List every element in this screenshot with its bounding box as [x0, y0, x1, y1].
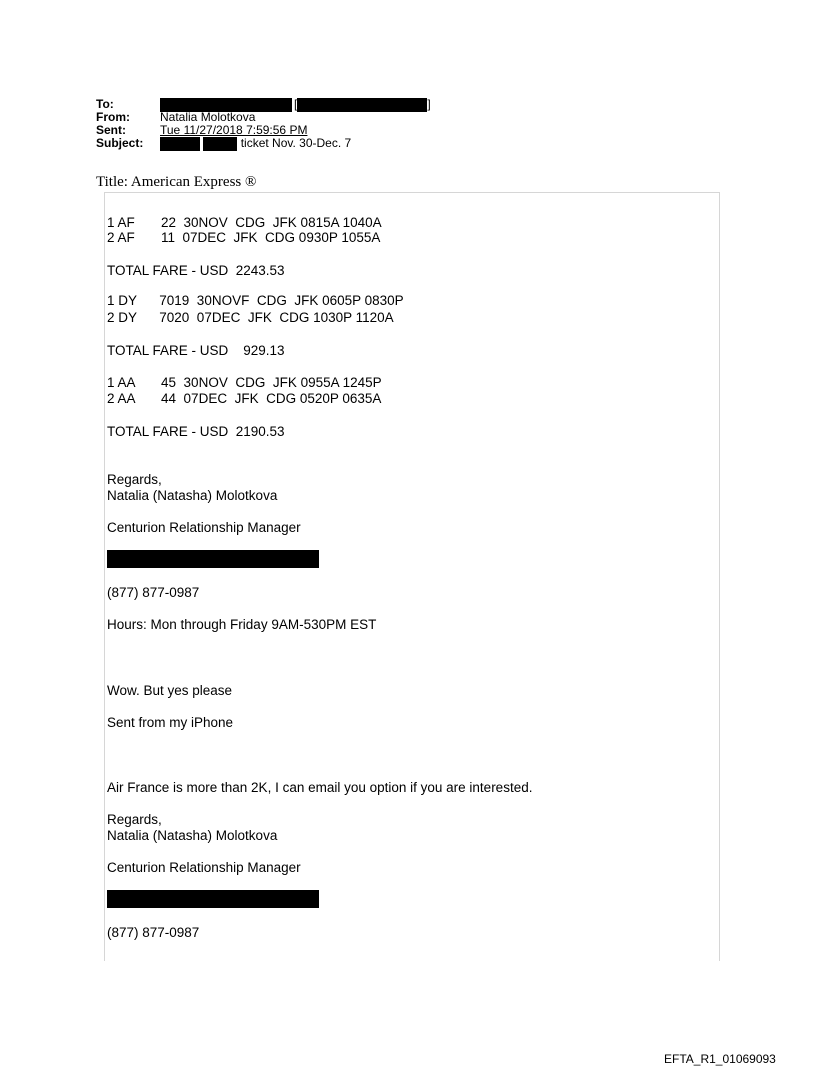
message-body: [104, 192, 720, 961]
reply-text: Wow. But yes please: [107, 683, 233, 698]
sent-label: Sent:: [96, 123, 126, 137]
redaction-bar: [297, 98, 427, 112]
sender-name: Natalia (Natasha) Molotkova: [107, 488, 278, 503]
message-title: Title: American Express ®: [96, 174, 257, 190]
fare-total: TOTAL FARE - USD 2243.53: [107, 263, 285, 278]
fare-total: TOTAL FARE - USD 2190.53: [107, 424, 285, 439]
from-label: From:: [96, 110, 130, 124]
flight-line: 2 DY 7020 07DEC JFK CDG 1030P 1120A: [107, 310, 394, 325]
sent-value: Tue 11/27/2018 7:59:56 PM: [160, 123, 308, 137]
sender-role: Centurion Relationship Manager: [107, 860, 301, 875]
document-id: EFTA_R1_01069093: [664, 1052, 776, 1066]
sign-off: Regards,: [107, 472, 162, 487]
subject-label: Subject:: [96, 136, 144, 150]
redaction-bar: [203, 137, 237, 151]
office-hours: Hours: Mon through Friday 9AM-530PM EST: [107, 617, 377, 632]
redaction-bar: [107, 890, 319, 908]
to-label: To:: [96, 97, 114, 111]
from-value: Natalia Molotkova: [160, 110, 256, 124]
sent-from: Sent from my iPhone: [107, 715, 234, 730]
earlier-message: Air France is more than 2K, I can email you option if you are interested.: [107, 780, 533, 795]
redaction-bar: [160, 137, 200, 151]
flight-line: 1 AF 22 30NOV CDG JFK 0815A 1040A: [107, 215, 382, 230]
redaction-bar: [107, 550, 319, 568]
flight-line: 1 AA 45 30NOV CDG JFK 0955A 1245P: [107, 375, 382, 390]
phone-number: (877) 877-0987: [107, 585, 200, 600]
flight-line: 1 DY 7019 30NOVF CDG JFK 0605P 0830P: [107, 293, 404, 308]
sign-off: Regards,: [107, 812, 162, 827]
subject-value: ticket Nov. 30-Dec. 7: [240, 136, 352, 150]
flight-line: 2 AA 44 07DEC JFK CDG 0520P 0635A: [107, 391, 382, 406]
fare-total: TOTAL FARE - USD 929.13: [107, 343, 285, 358]
flight-line: 2 AF 11 07DEC JFK CDG 0930P 1055A: [107, 230, 381, 245]
phone-number: (877) 877-0987: [107, 925, 200, 940]
sender-role: Centurion Relationship Manager: [107, 520, 301, 535]
sender-name: Natalia (Natasha) Molotkova: [107, 828, 278, 843]
